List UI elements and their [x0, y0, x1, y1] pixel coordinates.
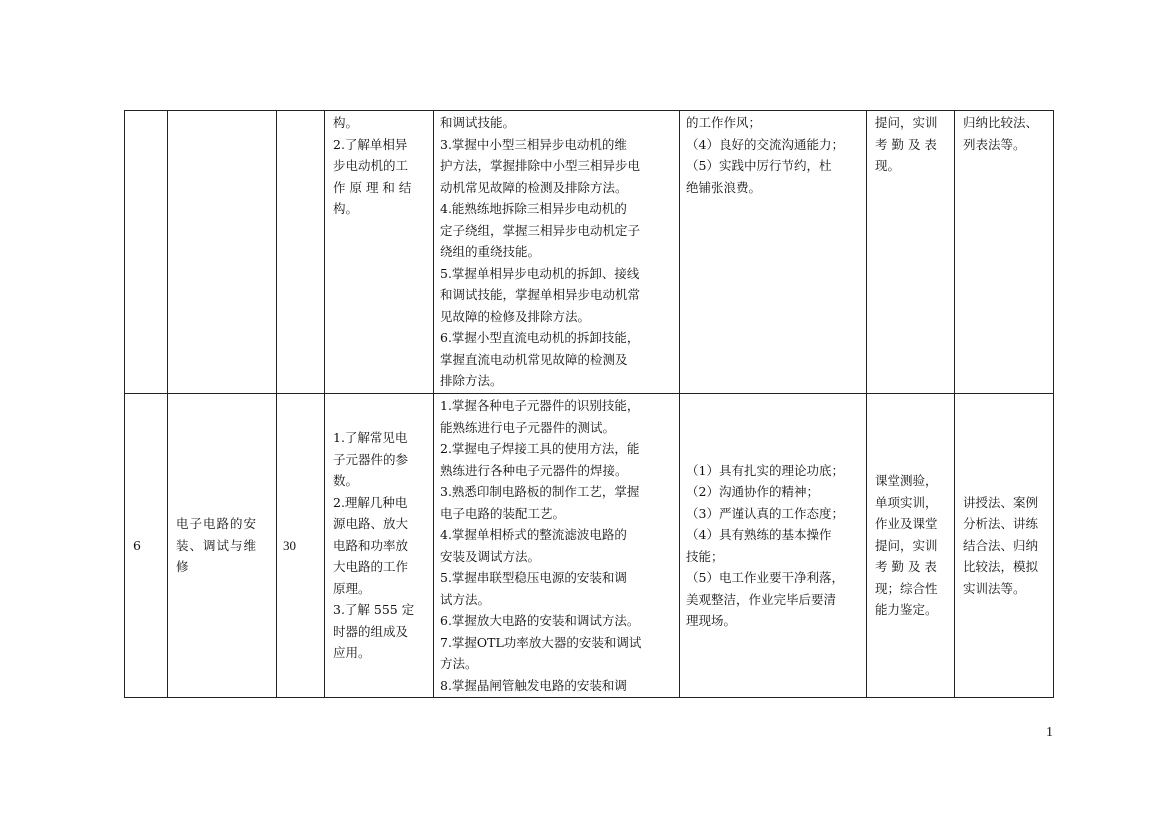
knowledge-line: 数。 — [333, 473, 359, 489]
hours-cell: 30 — [277, 394, 325, 698]
skills-line: 5.掌握单相异步电动机的拆卸、接线 — [440, 265, 640, 281]
skills-line: 6.掌握小型直流电动机的拆卸技能， — [440, 330, 640, 345]
skills-line: 2.掌握电子焊接工具的使用方法，能 — [440, 441, 640, 456]
quality-line: （5）实践中厉行节约，杜 — [686, 158, 832, 173]
knowledge-line: 2.理解几种电 — [333, 494, 408, 510]
knowledge-line: 子元器件的参 — [333, 451, 409, 467]
quality-line: 技能； — [686, 548, 724, 564]
skills-cell — [434, 394, 680, 698]
assessment-line: 作业及课堂 — [875, 516, 938, 532]
assessment-line: 能力鉴定。 — [875, 602, 938, 618]
quality-cell — [680, 111, 867, 394]
knowledge-line: 构。 — [333, 201, 359, 216]
row-number-cell — [125, 111, 168, 394]
methods-line: 实训法等。 — [963, 580, 1026, 596]
skills-line: 和调试技能。 — [440, 115, 516, 130]
assessment-cell — [867, 111, 955, 394]
knowledge-line: 大电路的工作 — [333, 559, 409, 575]
quality-line: （1）具有扎实的理论功底； — [686, 462, 844, 478]
assessment-line: 考 勤 及 表 — [875, 136, 937, 152]
skills-line: 排除方法。 — [440, 373, 503, 388]
methods-cell — [955, 394, 1054, 698]
knowledge-line: 1.了解常见电 — [333, 430, 408, 446]
skills-line: 熟练进行各种电子元器件的焊接。 — [440, 462, 628, 478]
methods-line: 比较法，模拟 — [963, 559, 1039, 575]
assessment-line: 单项实训， — [875, 494, 938, 510]
skills-line: 5.掌握串联型稳压电源的安装和调 — [440, 570, 627, 585]
quality-line: （5）电工作业要干净利落， — [686, 570, 844, 585]
methods-line: 结合法、归纳 — [963, 537, 1039, 553]
skills-line: 和调试技能，掌握单相异步电动机常 — [440, 287, 641, 302]
skills-line: 掌握直流电动机常见故障的检测及 — [440, 351, 628, 367]
knowledge-line: 时器的组成及 — [333, 623, 409, 639]
skills-line: 6.掌握放大电路的安装和调试方法。 — [440, 613, 640, 628]
module-name-cell — [168, 111, 277, 394]
table-row — [125, 111, 1054, 394]
quality-line: （4）良好的交流沟通能力； — [686, 136, 844, 152]
methods-line: 分析法、讲练 — [963, 516, 1039, 532]
knowledge-line: 步电动机的工 — [333, 158, 409, 173]
methods-line: 讲授法、案例 — [963, 494, 1039, 510]
assessment-line: 提问，实训 — [875, 537, 938, 553]
methods-line: 归纳比较法、 — [963, 115, 1039, 130]
course-content-table — [124, 110, 1054, 698]
knowledge-line: 源电路、放大 — [333, 516, 409, 532]
skills-line: 8.掌握晶闸管触发电路的安装和调 — [440, 677, 627, 693]
assessment-cell — [867, 394, 955, 698]
knowledge-line: 应用。 — [333, 645, 371, 661]
hours-cell — [277, 111, 325, 394]
quality-line: 绝铺张浪费。 — [686, 179, 762, 195]
methods-line: 列表法等。 — [963, 136, 1026, 152]
quality-line: 美观整洁，作业完毕后要清 — [686, 591, 837, 607]
skills-line: 能熟练进行电子元器件的测试。 — [440, 419, 616, 435]
knowledge-cell — [325, 394, 434, 698]
skills-cell — [434, 111, 680, 394]
skills-line: 安装及调试方法。 — [440, 548, 541, 564]
knowledge-line: 电路和功率放 — [333, 537, 409, 553]
knowledge-line: 2.了解单相异 — [333, 136, 408, 152]
module-name-cell: 电子电路的安装、调试与维修 — [168, 394, 277, 698]
knowledge-line: 3.了解 555 定 — [333, 602, 415, 618]
knowledge-line: 构。 — [333, 115, 359, 130]
knowledge-line: 作 原 理 和 结 — [333, 179, 412, 195]
quality-line: 理现场。 — [686, 613, 737, 628]
page-number: 1 — [1046, 725, 1053, 740]
quality-line: 的工作作风； — [686, 115, 762, 130]
skills-line: 3.熟悉印制电路板的制作工艺，掌握 — [440, 484, 640, 499]
skills-line: 4.掌握单相桥式的整流滤波电路的 — [440, 527, 627, 542]
skills-line: 见故障的检修及排除方法。 — [440, 308, 591, 324]
knowledge-line: 原理。 — [333, 580, 371, 596]
assessment-line: 提问，实训 — [875, 115, 938, 130]
skills-line: 4.能熟练地拆除三相异步电动机的 — [440, 201, 627, 216]
skills-line: 7.掌握OTL功率放大器的安装和调试 — [440, 634, 642, 650]
assessment-line: 课堂测验， — [875, 473, 938, 489]
row-number-cell: 6 — [125, 394, 168, 698]
skills-line: 绕组的重绕技能。 — [440, 244, 541, 259]
assessment-line: 考 勤 及 表 — [875, 559, 937, 575]
assessment-line: 现。 — [875, 158, 901, 173]
skills-line: 3.掌握中小型三相异步电动机的维 — [440, 136, 627, 152]
quality-line: （2）沟通协作的精神； — [686, 484, 819, 499]
methods-cell — [955, 111, 1054, 394]
skills-line: 方法。 — [440, 656, 478, 671]
quality-line: （3）严谨认真的工作态度； — [686, 505, 844, 521]
skills-line: 护方法，掌握排除中小型三相异步电 — [440, 158, 641, 173]
skills-line: 电子电路的装配工艺。 — [440, 505, 566, 521]
table-row — [125, 394, 1054, 698]
quality-cell — [680, 394, 867, 698]
quality-line: （4）具有熟练的基本操作 — [686, 527, 832, 542]
skills-line: 定子绕组，掌握三相异步电动机定子 — [440, 222, 641, 238]
knowledge-cell — [325, 111, 434, 394]
skills-line: 1.掌握各种电子元器件的识别技能， — [440, 398, 640, 413]
skills-line: 试方法。 — [440, 591, 491, 607]
skills-line: 动机常见故障的检测及排除方法。 — [440, 179, 628, 195]
assessment-line: 现；综合性 — [875, 580, 938, 596]
